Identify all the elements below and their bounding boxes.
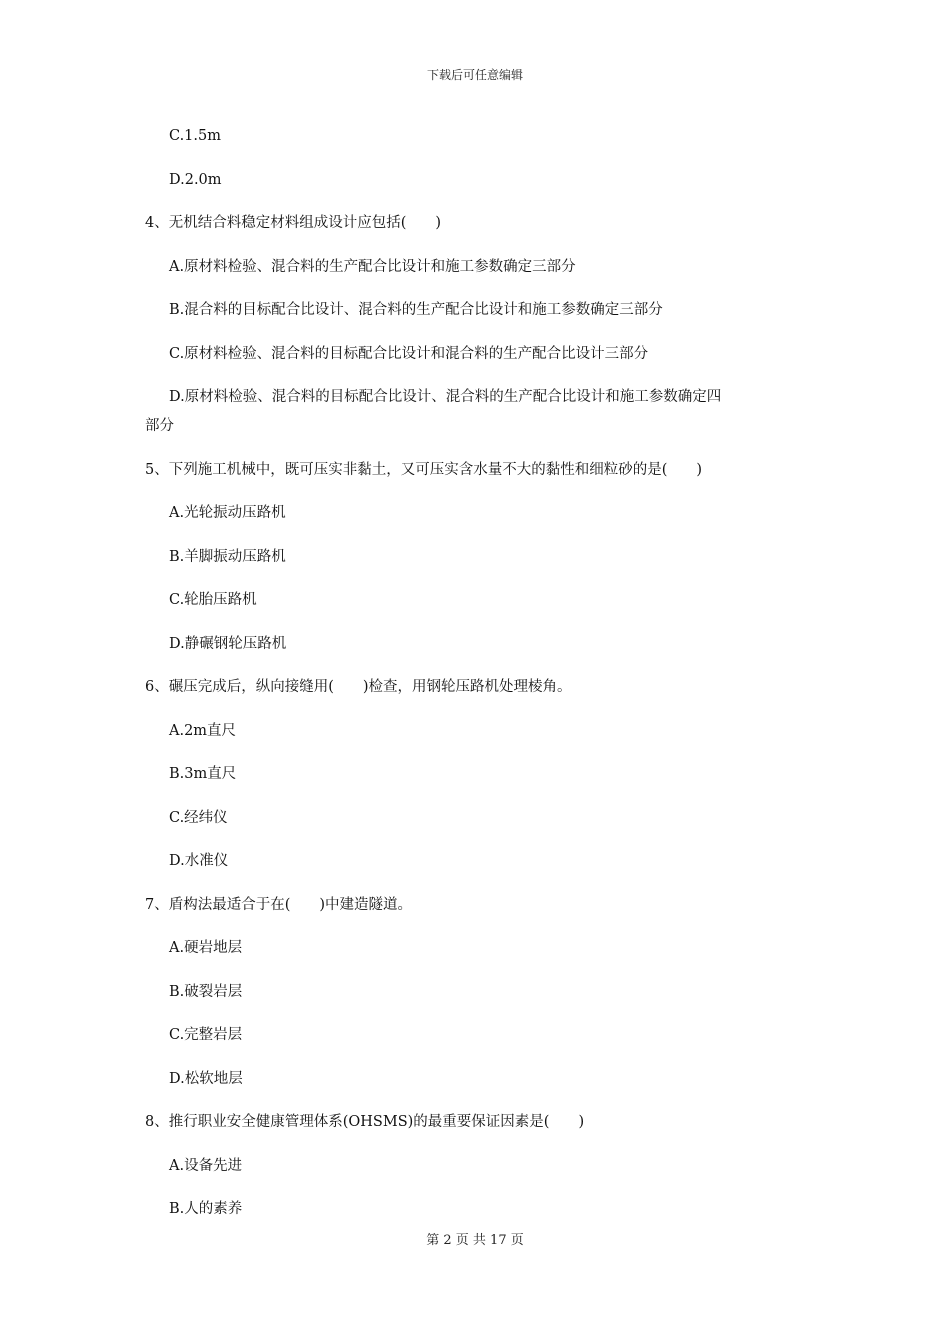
option-line: B.人的素养 bbox=[169, 1201, 243, 1217]
page-footer: 第 2 页 共 17 页 bbox=[426, 1233, 524, 1248]
question-line: 7、盾构法最适合于在( )中建造隧道。 bbox=[145, 896, 413, 913]
option-line: A.设备先进 bbox=[169, 1157, 243, 1174]
option-line: D.静碾钢轮压路机 bbox=[169, 635, 287, 652]
option-line: D.原材料检验、混合料的目标配合比设计、混合料的生产配合比设计和施工参数确定四 bbox=[169, 389, 722, 405]
option-line: B.破裂岩层 bbox=[169, 983, 243, 1000]
option-line: C.轮胎压路机 bbox=[169, 592, 257, 608]
option-line-continuation: 部分 bbox=[145, 418, 174, 434]
option-line: D.松软地层 bbox=[169, 1070, 243, 1087]
option-line: B.3m直尺 bbox=[169, 766, 237, 782]
option-line: A.硬岩地层 bbox=[169, 940, 243, 956]
option-line: A.光轮振动压路机 bbox=[169, 505, 286, 521]
option-line: C.原材料检验、混合料的目标配合比设计和混合料的生产配合比设计三部分 bbox=[169, 345, 649, 362]
option-line: C.1.5m bbox=[169, 128, 221, 144]
question-line: 4、无机结合料稳定材料组成设计应包括( ) bbox=[145, 215, 442, 231]
option-line: C.完整岩层 bbox=[169, 1027, 243, 1043]
option-line: D.2.0m bbox=[169, 171, 222, 188]
option-line: C.经纬仪 bbox=[169, 809, 228, 826]
document-body bbox=[0, 126, 950, 1243]
question-line: 5、下列施工机械中，既可压实非黏土，又可压实含水量不大的黏性和细粒砂的是( ) bbox=[145, 461, 703, 478]
option-line: B.混合料的目标配合比设计、混合料的生产配合比设计和施工参数确定三部分 bbox=[169, 302, 663, 318]
option-line: A.原材料检验、混合料的生产配合比设计和施工参数确定三部分 bbox=[169, 258, 576, 275]
option-line: A.2m直尺 bbox=[169, 722, 237, 739]
option-line: B.羊脚振动压路机 bbox=[169, 548, 286, 565]
question-line: 6、碾压完成后，纵向接缝用( )检查，用钢轮压路机处理棱角。 bbox=[145, 679, 572, 695]
page-header: 下载后可任意编辑 bbox=[426, 68, 523, 82]
option-line: D.水准仪 bbox=[169, 853, 229, 869]
question-line: 8、推行职业安全健康管理体系(OHSMS)的最重要保证因素是( ) bbox=[145, 1114, 585, 1130]
